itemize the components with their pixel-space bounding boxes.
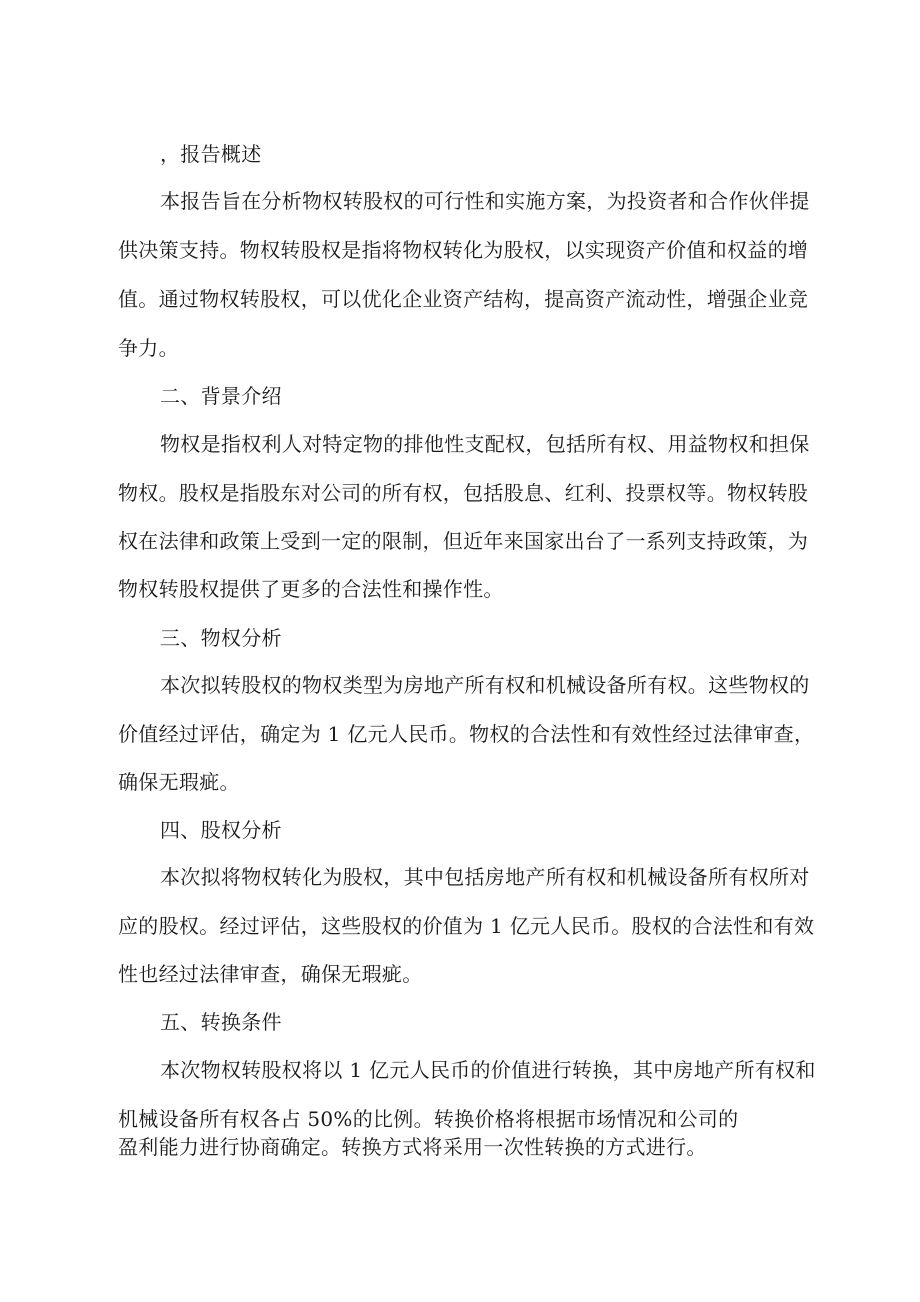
paragraph-line: 物权是指权利人对特定物的排他性支配权，包括所有权、用益物权和担保 bbox=[160, 432, 810, 456]
section-heading-conversion-terms: 五、转换条件 bbox=[160, 1010, 282, 1034]
paragraph-line: 性也经过法律审查，确保无瑕疵。 bbox=[118, 962, 423, 986]
paragraph-line: 应的股权。经过评估，这些股权的价值为 1 亿元人民币。股权的合法性和有效 bbox=[118, 914, 815, 938]
paragraph-line: 确保无瑕疵。 bbox=[118, 770, 240, 794]
paragraph-line: 本报告旨在分析物权转股权的可行性和实施方案，为投资者和合作伙伴提 bbox=[160, 189, 810, 213]
paragraph-line: 本次拟将物权转化为股权，其中包括房地产所有权和机械设备所有权所对 bbox=[160, 865, 810, 889]
paragraph-line: 物权。股权是指股东对公司的所有权，包括股息、红利、投票权等。物权转股 bbox=[118, 481, 809, 505]
paragraph-line: 物权转股权提供了更多的合法性和操作性。 bbox=[118, 577, 504, 601]
paragraph-line: 争力。 bbox=[118, 336, 179, 360]
section-heading-background: 二、背景介绍 bbox=[160, 384, 282, 408]
section-heading-property-analysis: 三、物权分析 bbox=[160, 626, 282, 650]
section-heading-overview: ，报告概述 bbox=[160, 142, 262, 166]
paragraph-line: 价值经过评估，确定为 1 亿元人民币。物权的合法性和有效性经过法律审查， bbox=[118, 722, 815, 746]
paragraph-line: 权在法律和政策上受到一定的限制，但近年来国家出台了一系列支持政策，为 bbox=[118, 529, 809, 553]
paragraph-line: 机械设备所有权各占 50%的比例。转换价格将根据市场情况和公司的 bbox=[118, 1107, 739, 1131]
paragraph-line: 值。通过物权转股权，可以优化企业资产结构，提高资产流动性，增强企业竞 bbox=[118, 287, 809, 311]
section-heading-equity-analysis: 四、股权分析 bbox=[160, 818, 282, 842]
paragraph-line: 盈利能力进行协商确定。转换方式将采用一次性转换的方式进行。 bbox=[118, 1135, 707, 1159]
paragraph-line: 本次物权转股权将以 1 亿元人民币的价值进行转换，其中房地产所有权和 bbox=[160, 1058, 816, 1082]
paragraph-line: 供决策支持。物权转股权是指将物权转化为股权，以实现资产价值和权益的增 bbox=[118, 238, 809, 262]
paragraph-line: 本次拟转股权的物权类型为房地产所有权和机械设备所有权。这些物权的 bbox=[160, 673, 810, 697]
